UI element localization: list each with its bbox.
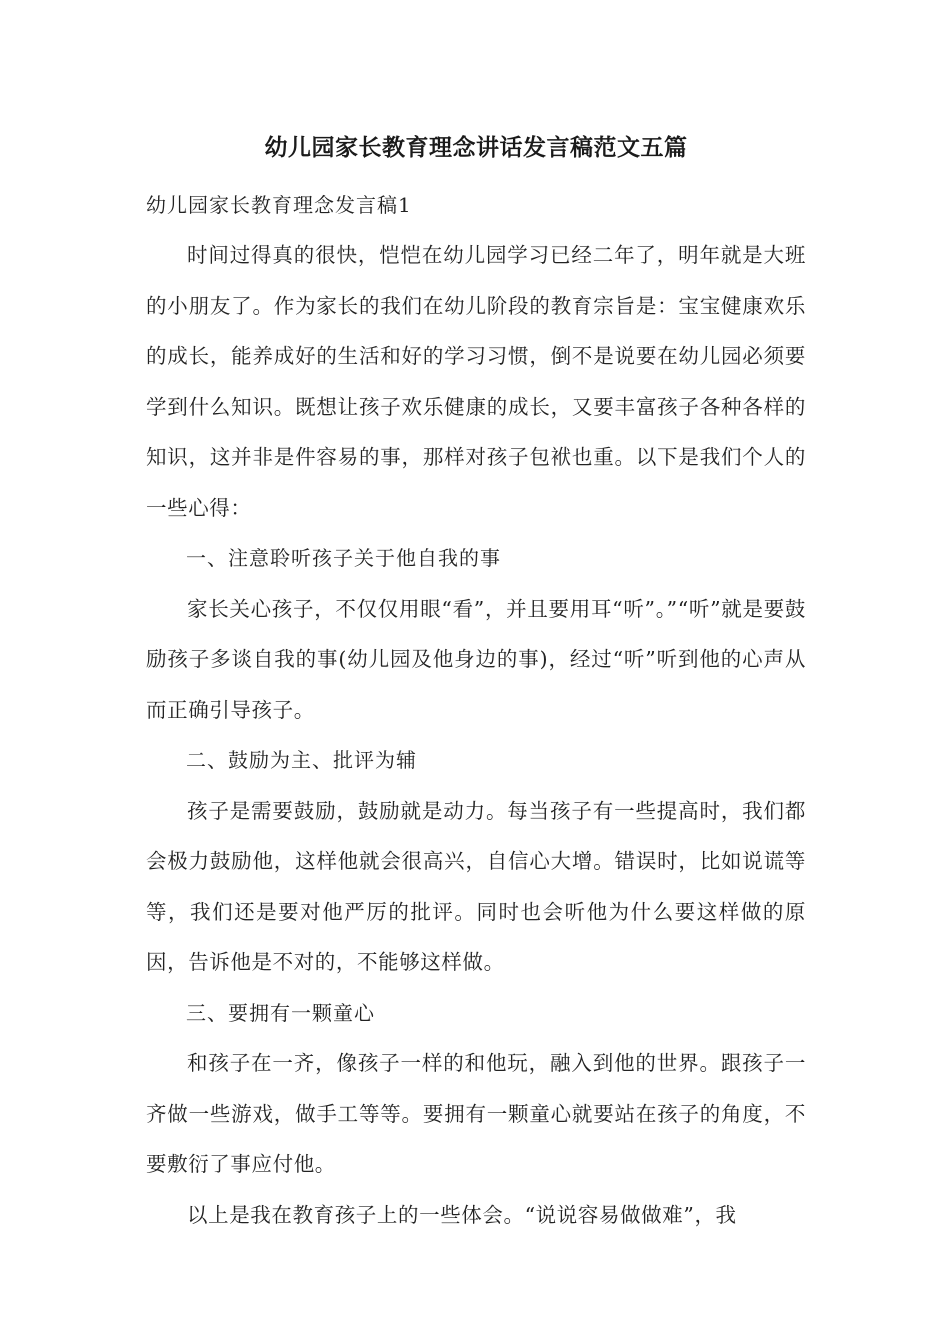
paragraph-intro: 时间过得真的很快，恺恺在幼儿园学习已经二年了，明年就是大班的小朋友了。作为家长的我们在幼儿阶段的教育宗旨是：宝宝健康欢乐的成长，能养成好的生活和好的学习习惯，倒不是说要在幼儿园必须要学到什么知识。既想让孩子欢乐健康的成长，又要丰富孩子各种各样的知识，这并非是件容易的事，那样对孩子包袱也重。以下是我们个人的一些心得：	[146, 243, 806, 520]
section-heading-1: 一、注意聆听孩子关于他自我的事	[186, 546, 501, 570]
paragraph-listen: 家长关心孩子，不仅仅用眼“看”，并且要用耳“听”。”“听”就是要鼓励孩子多谈自我的事(幼儿园及他身边的事)，经过“听”听到他的心声从而正确引导孩子。	[146, 596, 806, 722]
document-title: 幼儿园家长教育理念讲话发言稿范文五篇	[264, 134, 688, 161]
paragraph-childlike-heart: 和孩子在一齐，像孩子一样的和他玩，融入到他的世界。跟孩子一齐做一些游戏，做手工等等。要拥有一颗童心就要站在孩子的角度，不要敷衍了事应付他。	[146, 1051, 806, 1176]
paragraph-encourage: 孩子是需要鼓励，鼓励就是动力。每当孩子有一些提高时，我们都会极力鼓励他，这样他就会很高兴，自信心大增。错误时，比如说谎等等，我们还是要对他严厉的批评。同时也会听他为什么要这样做的原因，告诉他是不对的，不能够这样做。	[146, 798, 806, 974]
document-subtitle: 幼儿园家长教育理念发言稿1	[146, 193, 412, 217]
paragraph-conclusion: 以上是我在教育孩子上的一些体会。“说说容易做做难”，我	[187, 1202, 737, 1227]
section-heading-2: 二、鼓励为主、批评为辅	[186, 748, 417, 772]
document-body	[146, 128, 806, 1240]
section-heading-3: 三、要拥有一颗童心	[186, 1000, 375, 1025]
